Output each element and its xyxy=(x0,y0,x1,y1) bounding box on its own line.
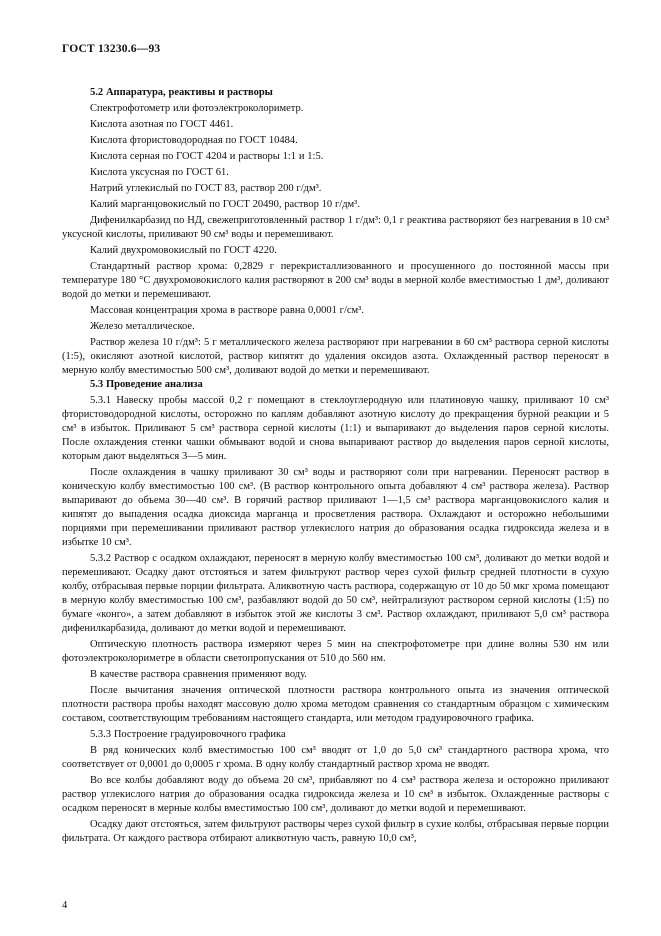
page-header: ГОСТ 13230.6—93 xyxy=(62,43,161,55)
paragraph: После вычитания значения оптической плотности раствора контрольного опыта из значения оптической плотности раствора пробы находят массовую долю хрома методом сравнения со стандартным образцом с химическим составом, соответствующим требованиям настоящего стандарта, или методом градуировочного графика. xyxy=(62,685,609,724)
paragraph: Раствор железа 10 г/дм³: 5 г металлического железа растворяют при нагревании в 60 см³ раствора серной кислоты (1:5), окисляют азотной кислотой, раствор кипятят до удаления оксидов азота. Охлажденный раствор переносят в мерную колбу вместимостью 500 см³, доливают водой до метки и перемешивают. xyxy=(62,337,609,376)
paragraph: Массовая концентрация хрома в растворе равна 0,0001 г/см³. xyxy=(90,305,364,316)
paragraph: Оптическую плотность раствора измеряют через 5 мин на спектрофотометре при длине волны 530 нм или фотоэлектроколориметре в области светопропускания от 510 до 560 нм. xyxy=(62,639,609,664)
paragraph: Кислота фтористоводородная по ГОСТ 10484. xyxy=(90,135,298,146)
paragraph: Калий марганцовокислый по ГОСТ 20490, раствор 10 г/дм³. xyxy=(90,199,360,210)
document-body xyxy=(62,86,609,846)
paragraph: Дифенилкарбазид по НД, свежеприготовленный раствор 1 г/дм³: 0,1 г реактива растворяют без нагревания в 10 см³ уксусной кислоты, приливают 90 см³ воды и перемешивают. xyxy=(62,215,609,240)
page-number: 4 xyxy=(62,900,68,911)
paragraph: Натрий углекислый по ГОСТ 83, раствор 200 г/дм³. xyxy=(90,183,322,194)
paragraph: Осадку дают отстояться, затем фильтруют растворы через сухой фильтр в сухие колбы, отбрасывая первые порции фильтрата. От каждого раствора отбирают аликвотную часть, равную 10,0 см³, xyxy=(62,819,609,844)
paragraph: 5.3.1 Навеску пробы массой 0,2 г помещают в стеклоуглеродную или платиновую чашку, приливают 10 см³ фтористоводородной кислоты, осторожно по каплям добавляют азотную кислоту до прекращения бурной реакции и 5 см³ в избыток. Приливают 5 см³ раствора серной кислоты (1:1) и выпаривают до выделения паров серной кислоты. После охлаждения стенки чашки обмывают водой и снова выпаривают раствор до выделения паров серной кислоты, которым дают выделяться 3—5 мин. xyxy=(62,395,609,462)
paragraph: 5.3.2 Раствор с осадком охлаждают, переносят в мерную колбу вместимостью 100 см³, доливают до метки водой и перемешивают. Осадку дают отстояться и затем фильтруют раствор через сухой фильтр средней плотности в сухую колбу, отбрасывая первые порции фильтрата. Аликвотную часть раствора, содержащую от 10 до 50 мкг хрома помещают в мерную колбу вместимостью 100 см³, разбавляют водой до 50 см³, нейтрализуют раствором серной кислоты (1:5) по бумаге «конго», а затем добавляют в избыток этой же кислоты 3 см³. Раствор охлаждают, приливают 5,0 см³ раствора дифенилкарбазида, доливают до метки водой и перемешивают. xyxy=(62,553,609,634)
section-heading: 5.3 Проведение анализа xyxy=(90,379,203,390)
paragraph: Спектрофотометр или фотоэлектроколориметр. xyxy=(90,103,304,114)
paragraph: 5.3.3 Построение градуировочного графика xyxy=(90,729,286,740)
paragraph: Железо металлическое. xyxy=(90,321,195,332)
paragraph: Кислота серная по ГОСТ 4204 и растворы 1:1 и 1:5. xyxy=(90,151,324,162)
paragraph: В ряд конических колб вместимостью 100 см³ вводят от 1,0 до 5,0 см³ стандартного раствора хрома, что соответствует от 0,0001 до 0,0005 г хрома. В одну колбу стандартный раствор хрома не вводят. xyxy=(62,745,609,770)
paragraph: В качестве раствора сравнения применяют воду. xyxy=(90,669,307,680)
paragraph: После охлаждения в чашку приливают 30 см³ воды и растворяют соли при нагревании. Переносят раствор в коническую колбу вместимостью 100 см³. (В раствор контрольного опыта добавляют 4 см³ раствора железа). Раствор выпаривают до объема 30—40 см³. В горячий раствор приливают 1—1,5 см³ раствора марганцовокислого калия и кипятят до выпадения осадка диоксида марганца и просветления раствора. Охлаждают и осторожно небольшими порциями при перемешивании приливают раствор углекислого натрия до образования осадка гидроксида железа и в избытке 10 см³. xyxy=(62,467,609,548)
paragraph: Кислота уксусная по ГОСТ 61. xyxy=(90,167,229,178)
paragraph: Калий двухромовокислый по ГОСТ 4220. xyxy=(90,245,277,256)
section-heading: 5.2 Аппаратура, реактивы и растворы xyxy=(90,87,273,98)
paragraph: Стандартный раствор хрома: 0,2829 г перекристаллизованного и просушенного до постоянной массы при температуре 180 °С двухромовокислого калия растворяют в 200 см³ воды в мерной колбе вместимостью 1 дм³, доливают водой до метки и перемешивают. xyxy=(62,261,609,300)
paragraph: Во все колбы добавляют воду до объема 20 см³, прибавляют по 4 см³ раствора железа и осторожно приливают раствор углекислого натрия до образования осадка гидроксида железа и 10 см³ в избыток. Охлажденные растворы с осадком переносят в мерные колбы вместимостью 100 см³, доливают до метки водой и перемешивают. xyxy=(62,775,609,814)
paragraph: Кислота азотная по ГОСТ 4461. xyxy=(90,119,234,130)
